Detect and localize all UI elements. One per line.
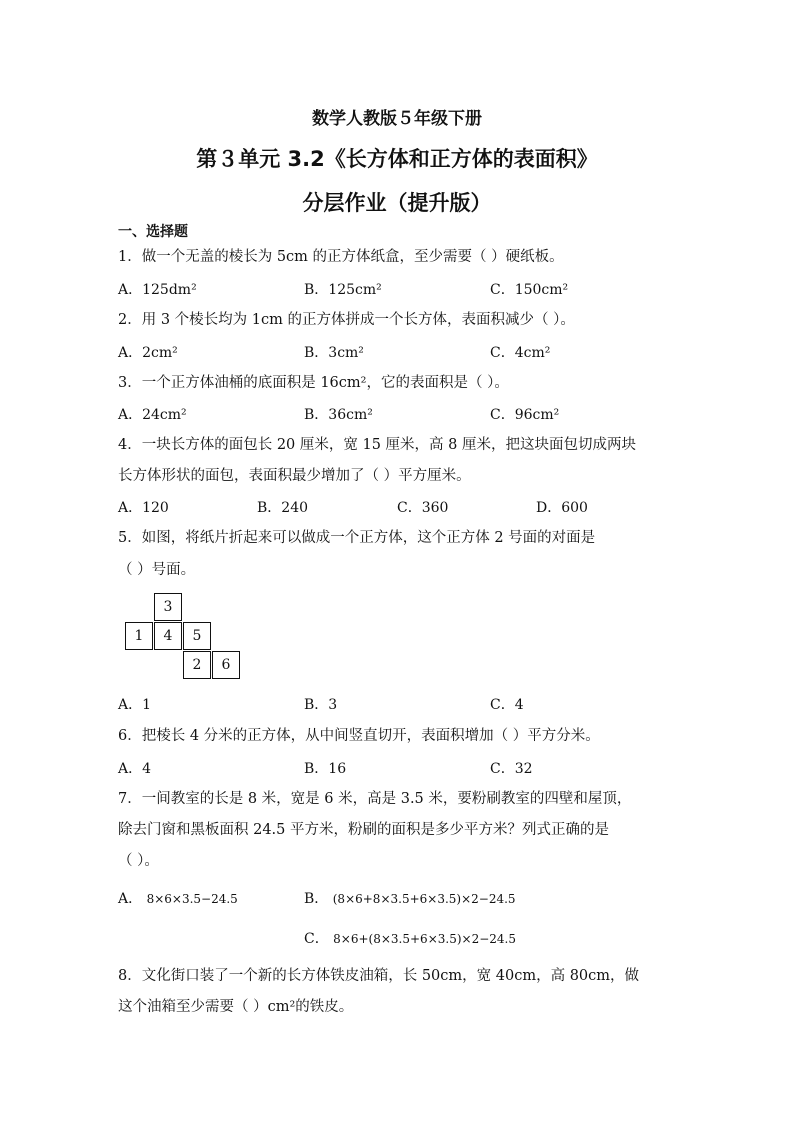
q1-option-c: C．150cm² [490,282,569,298]
q7-option-a-label: A． [118,891,143,907]
net-face: 2 [183,651,211,679]
net-face: 4 [154,622,182,650]
net-face: 3 [154,593,182,621]
q7-option-b-formula: (8×6+8×3.5+6×3.5)×2−24.5 [332,892,516,906]
net-face: 6 [212,651,240,679]
assignment-title: 分层作业（提升版） [302,191,492,215]
q7-option-a [118,889,238,909]
q6-option-a: A．4 [118,761,152,777]
question-4-line-2: 长方体形状的面包，表面积最少增加了（ ）平方厘米。 [118,468,471,484]
q7-option-a-formula: 8×6×3.5−24.5 [146,892,238,906]
q2-option-c: C．4cm² [490,345,551,361]
q1-option-b: B．125cm² [304,282,382,298]
q4-option-c: C．360 [397,500,449,516]
q3-option-a: A．24cm² [118,407,187,423]
q7-option-b-label: B． [304,891,329,907]
question-7-line-2: 除去门窗和黑板面积 24.5 平方米，粉刷的面积是多少平方米？列式正确的是 [118,822,610,838]
q4-option-a: A．120 [118,500,169,516]
q6-option-b: B．16 [304,761,347,777]
question-8-line-1: 8．文化街口装了一个新的长方体铁皮油箱，长 50cm，宽 40cm，高 80cm，做 [118,968,640,984]
question-8-line-2: 这个油箱至少需要（ ）cm²的铁皮。 [118,999,354,1015]
q4-option-d: D．600 [536,500,588,516]
q5-option-c: C．4 [490,697,524,713]
question-7-line-1: 7．一间教室的长是 8 米，宽是 6 米，高是 3.5 米，要粉刷教室的四壁和屋顶， [118,791,632,807]
question-1: 1．做一个无盖的棱长为 5cm 的正方体纸盒，至少需要（ ）硬纸板。 [118,249,564,265]
q2-option-a: A．2cm² [118,345,178,361]
q7-option-b [304,889,516,909]
section-heading-choice: 一、选择题 [118,224,188,240]
unit-title: 第３单元 3.2《长方体和正方体的表面积》 [196,147,598,171]
net-face: 5 [183,622,211,650]
question-3: 3．一个正方体油桶的底面积是 16cm²，它的表面积是（ ）。 [118,375,509,391]
q2-option-b: B．3cm² [304,345,364,361]
q7-option-c-label: C． [304,931,329,947]
question-4-line-1: 4．一块长方体的面包长 20 厘米，宽 15 厘米，高 8 厘米，把这块面包切成两块 [118,437,637,453]
q3-option-c: C．96cm² [490,407,560,423]
q5-option-b: B．3 [304,697,338,713]
document-title: 数学人教版５年级下册 [312,109,482,129]
question-5-line-1: 5．如图，将纸片折起来可以做成一个正方体，这个正方体 2 号面的对面是 [118,530,596,546]
cube-net-figure [125,593,245,680]
question-5-line-2: （ ）号面。 [118,562,196,578]
question-7-line-3: （ ）。 [118,853,159,869]
question-6: 6．把棱长 4 分米的正方体，从中间竖直切开，表面积增加（ ）平方分米。 [118,728,600,744]
q7-option-c-formula: 8×6+(8×3.5+6×3.5)×2−24.5 [333,932,516,946]
q4-option-b: B．240 [257,500,309,516]
q5-option-a: A．1 [118,697,152,713]
q3-option-b: B．36cm² [304,407,373,423]
q1-option-a: A．125dm² [118,282,197,298]
q7-option-c [304,929,516,949]
q6-option-c: C．32 [490,761,533,777]
net-face: 1 [125,622,153,650]
question-2: 2．用 3 个棱长均为 1cm 的正方体拼成一个长方体，表面积减少（ ）。 [118,312,575,328]
